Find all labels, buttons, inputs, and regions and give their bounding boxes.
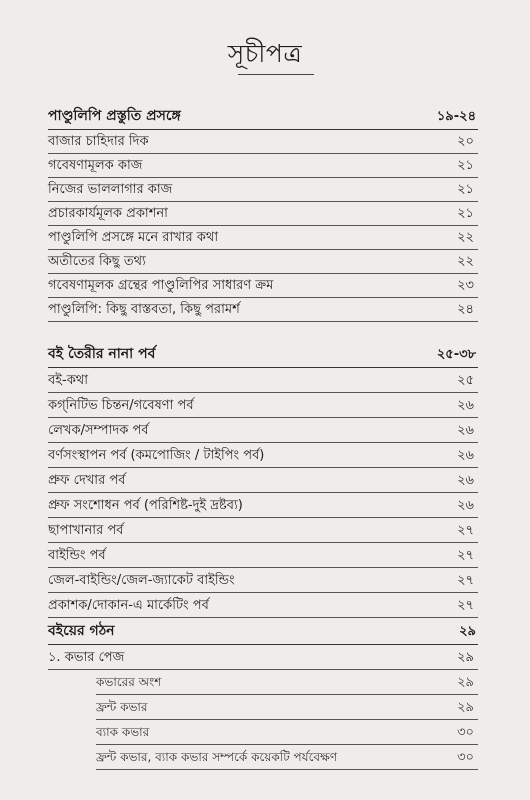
section-page-range: ২৫-৩৮ xyxy=(436,347,476,362)
entry-page: ২৬ xyxy=(457,473,474,488)
entry-title: বই-কথা xyxy=(48,373,88,388)
subentry-page: ৩০ xyxy=(457,750,474,765)
toc-section-book-structure xyxy=(48,621,478,770)
entry-title: প্রকাশক/দোকান-এ মার্কেটিং পর্ব xyxy=(48,598,209,613)
entry-title: পাণ্ডুলিপি: কিছু বাস্তবতা, কিছু পরামর্শ xyxy=(48,302,240,317)
section-heading-row xyxy=(48,106,478,130)
toc-entry xyxy=(48,518,478,543)
entry-page: ২৭ xyxy=(457,573,474,588)
section-page-range: ২৯ xyxy=(459,624,476,639)
entry-title: ছাপাখানার পর্ব xyxy=(48,523,124,538)
page-title: সূচীপত্র xyxy=(227,39,303,68)
section-heading: বই তৈরীর নানা পর্ব xyxy=(48,346,156,362)
toc-entry xyxy=(48,130,478,154)
toc-subentry xyxy=(96,670,478,695)
entry-page: ২৭ xyxy=(457,548,474,563)
toc-entry xyxy=(48,418,478,443)
toc-entry xyxy=(48,298,478,322)
entry-title: ১. কভার পেজ xyxy=(48,650,125,665)
entry-page: ২৭ xyxy=(457,523,474,538)
subentry-title: ব্যাক কভার xyxy=(96,725,150,739)
entry-page: ২২ xyxy=(457,230,474,245)
entry-title: কগ্‌নিটিভ চিন্তন/গবেষণা পর্ব xyxy=(48,398,194,413)
toc-entry xyxy=(48,543,478,568)
entry-title: বর্ণসংস্থাপন পর্ব (কমপোজিং / টাইপিং পর্ব) xyxy=(48,448,265,463)
entry-page: ২১ xyxy=(457,182,474,197)
entry-page: ২১ xyxy=(457,158,474,173)
entry-title: পাণ্ডুলিপি প্রসঙ্গে মনে রাখার কথা xyxy=(48,230,219,245)
toc-section-manuscript xyxy=(48,106,478,322)
entry-title: বাজার চাহিদার দিক xyxy=(48,134,149,149)
toc-entry xyxy=(48,274,478,298)
toc-entry xyxy=(48,250,478,274)
entry-title: গবেষণামূলক গ্রন্থের পাণ্ডুলিপির সাধারণ ক্রম xyxy=(48,278,274,293)
section-heading-row xyxy=(48,621,478,645)
subentry-title: কভারের অংশ xyxy=(96,675,162,689)
entry-page: ২৪ xyxy=(457,302,474,317)
section-page-range: ১৯-২৪ xyxy=(436,109,476,124)
toc-entry xyxy=(48,443,478,468)
entry-title: অতীতের কিছু তথ্য xyxy=(48,254,146,269)
subentry-page: ৩০ xyxy=(457,725,474,740)
entry-title: বাইন্ডিং পর্ব xyxy=(48,548,106,563)
toc-entry xyxy=(48,393,478,418)
subentry-page: ২৯ xyxy=(457,675,474,690)
entry-title: নিজের ভাললাগার কাজ xyxy=(48,182,173,197)
entry-title: প্রুফ দেখার পর্ব xyxy=(48,473,126,488)
subentry-page: ২৯ xyxy=(457,700,474,715)
toc-entry xyxy=(48,593,478,618)
entry-page: ২৬ xyxy=(457,448,474,463)
section-heading: পাণ্ডুলিপি প্রস্তুতি প্রসঙ্গে xyxy=(48,108,181,124)
toc-entry xyxy=(48,226,478,250)
entry-page: ২৯ xyxy=(457,650,474,665)
toc-entry xyxy=(48,154,478,178)
toc-section-book-making xyxy=(48,344,478,618)
entry-page: ২২ xyxy=(457,254,474,269)
toc-entry xyxy=(48,645,478,670)
toc-entry xyxy=(48,493,478,518)
entry-page: ২১ xyxy=(457,206,474,221)
section-heading-row xyxy=(48,344,478,368)
toc-entry xyxy=(48,368,478,393)
toc-entry xyxy=(48,202,478,226)
toc-subentry xyxy=(96,695,478,720)
section-heading: বইয়ের গঠন xyxy=(48,623,115,639)
entry-title: জেল-বাইন্ডিং/জেল-জ্যাকেট বাইন্ডিং xyxy=(48,573,235,588)
toc-entry xyxy=(48,468,478,493)
entry-page: ২৬ xyxy=(457,423,474,438)
toc-entry xyxy=(48,568,478,593)
entry-title: গবেষণামূলক কাজ xyxy=(48,158,143,173)
entry-page: ২৫ xyxy=(457,373,474,388)
subentry-title: ফ্রন্ট কভার xyxy=(96,700,148,714)
entry-title: লেখক/সম্পাদক পর্ব xyxy=(48,423,149,438)
entry-title: প্রুফ সংশোধন পর্ব (পরিশিষ্ট-দুই দ্রষ্টব্য) xyxy=(48,498,243,513)
entry-page: ২৬ xyxy=(457,398,474,413)
entry-page: ২০ xyxy=(457,134,474,149)
toc-subentry xyxy=(96,720,478,745)
entry-page: ২৩ xyxy=(457,278,474,293)
entry-page: ২৬ xyxy=(457,498,474,513)
entry-page: ২৭ xyxy=(457,598,474,613)
toc-entry xyxy=(48,178,478,202)
title-underline xyxy=(238,74,314,75)
entry-title: প্রচারকার্যমূলক প্রকাশনা xyxy=(48,206,168,221)
subentry-title: ফ্রন্ট কভার, ব্যাক কভার সম্পর্কে কয়েকটি পর্যবেক্ষণ xyxy=(96,750,338,764)
toc-subentry xyxy=(96,745,478,770)
